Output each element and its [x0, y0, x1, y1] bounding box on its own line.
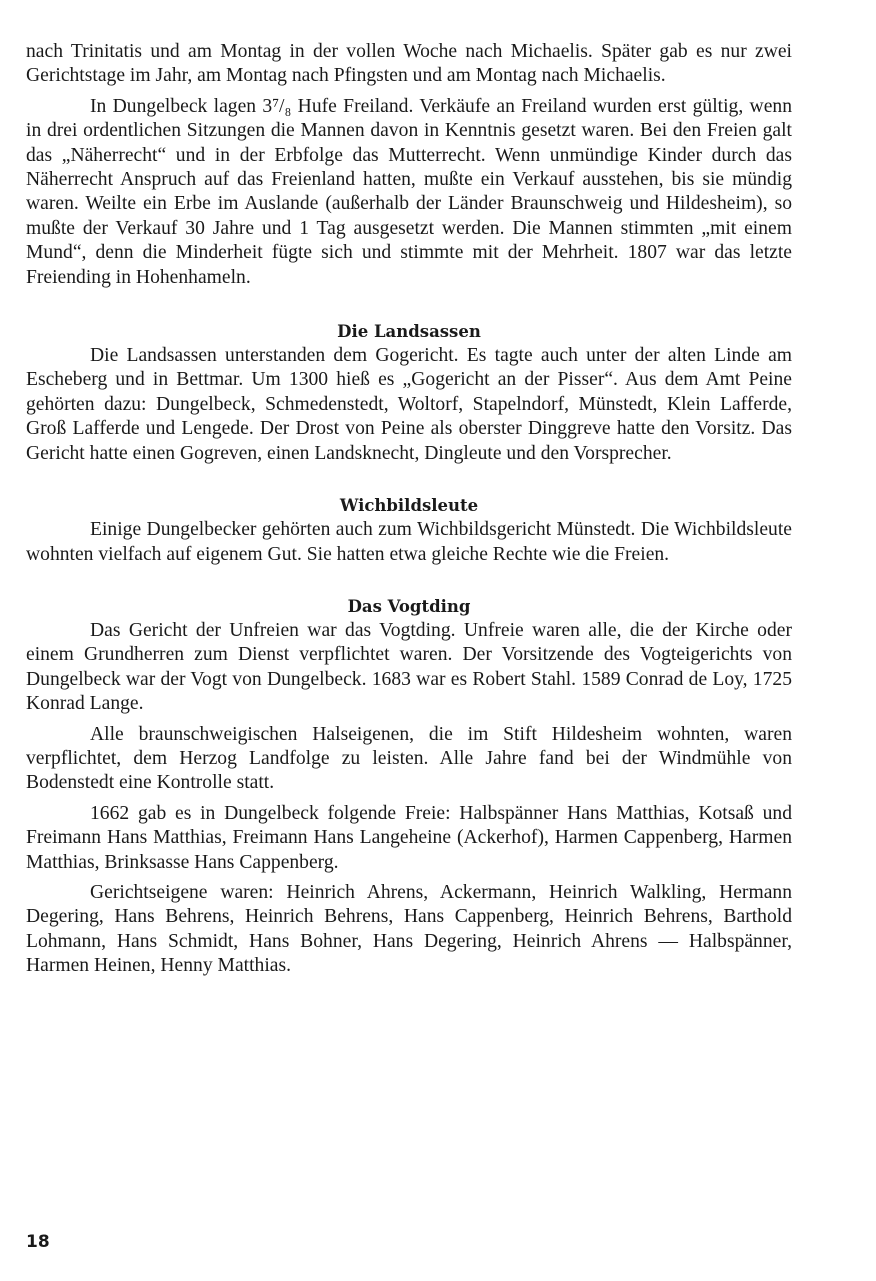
paragraph-continuation: nach Trinitatis und am Montag in der vollen Woche nach Michaelis. Später gab es nur zwei Gerichtstage im Jahr, am Montag nach Pfingsten und am Montag nach Michaelis.	[26, 41, 792, 87]
paragraph-wichbildsleute: Einige Dungelbecker gehörten auch zum Wichbildsgericht Münstedt. Die Wichbildsleute wohnten vielfach auf eigenem Gut. Sie hatten etwa gleiche Rechte wie die Freien.	[26, 519, 792, 565]
paragraph-gerichtseigene: Gerichtseigene waren: Heinrich Ahrens, Ackermann, Heinrich Walkling, Hermann Degering, Hans Behrens, Heinrich Behrens, Hans Cappenberg, Heinrich Behrens, Barthold Lohmann, Hans Schmidt, Hans Bohner, Hans Degering, Heinrich Ahrens — Halbspänner, Harmen Heinen, Henny Matthias.	[26, 881, 792, 977]
page-body	[26, 40, 792, 979]
page-number: 18	[26, 1232, 50, 1252]
paragraph-freiland: In Dungelbeck lagen 3⁷/₈ Hufe Freiland. Verkäufe an Freiland wurden erst gültig, wenn in drei ordentlichen Sitzungen die Mannen davon in Kenntnis gesetzt waren. Bei den Freien galt das „Näherrecht“ und in der Erbfolge das Mutterrecht. Wenn unmündige Kinder durch das Näherrecht Anspruch auf das Freienland hatten, mußte ein Verkauf ausstehen, bis sie mündig waren. Weilte ein Erbe im Auslande (außerhalb der Länder Braunschweig und Hildesheim), so mußte der Verkauf 30 Jahre und 1 Tag ausgesetzt werden. Die Mannen stimmten „mit einem Mund“, denn die Minderheit fügte sich und stimmte mit der Mehrheit. 1807 war das letzte Freiending in Hohenhameln.	[26, 95, 792, 288]
paragraph-freie-1662: 1662 gab es in Dungelbeck folgende Freie: Halbspänner Hans Matthias, Kotsaß und Freimann Hans Matthias, Freimann Hans Langeheine (Ackerhof), Harmen Cappenberg, Harmen Matthias, Brinksasse Hans Cappenberg.	[26, 802, 792, 873]
paragraph-vogtding: Das Gericht der Unfreien war das Vogtding. Unfreie waren alle, die der Kirche oder einem Grundherren zum Dienst verpflichtet waren. Der Vorsitzende des Vogteigerichts von Dungelbeck war der Vogt von Dungelbeck. 1683 war es Robert Stahl. 1589 Conrad de Loy, 1725 Konrad Lange.	[26, 619, 792, 715]
heading-wichbildsleute: Wichbildsleute	[339, 496, 479, 516]
paragraph-landsassen: Die Landsassen unterstanden dem Gogericht. Es tagte auch unter der alten Linde am Escheberg und in Bettmar. Um 1300 hieß es „Gogericht an der Pisser“. Aus dem Amt Peine gehörten dazu: Dungelbeck, Schmedenstedt, Woltorf, Stapelndorf, Münstedt, Klein Lafferde, Groß Lafferde und Lengede. Der Drost von Peine als oberster Dinggreve hatte den Vorsitz. Das Gericht hatte einen Gogreven, einen Landsknecht, Dingleute und den Vorsprecher.	[26, 345, 792, 464]
heading-vogtding: Das Vogtding	[347, 596, 471, 616]
heading-landsassen: Die Landsassen	[337, 322, 481, 342]
paragraph-halseigenen: Alle braunschweigischen Halseigenen, die im Stift Hildesheim wohnten, waren verpflichtet, dem Herzog Landfolge zu leisten. Alle Jahre fand bei der Windmühle von Bodenstedt eine Kontrolle statt.	[26, 723, 792, 794]
